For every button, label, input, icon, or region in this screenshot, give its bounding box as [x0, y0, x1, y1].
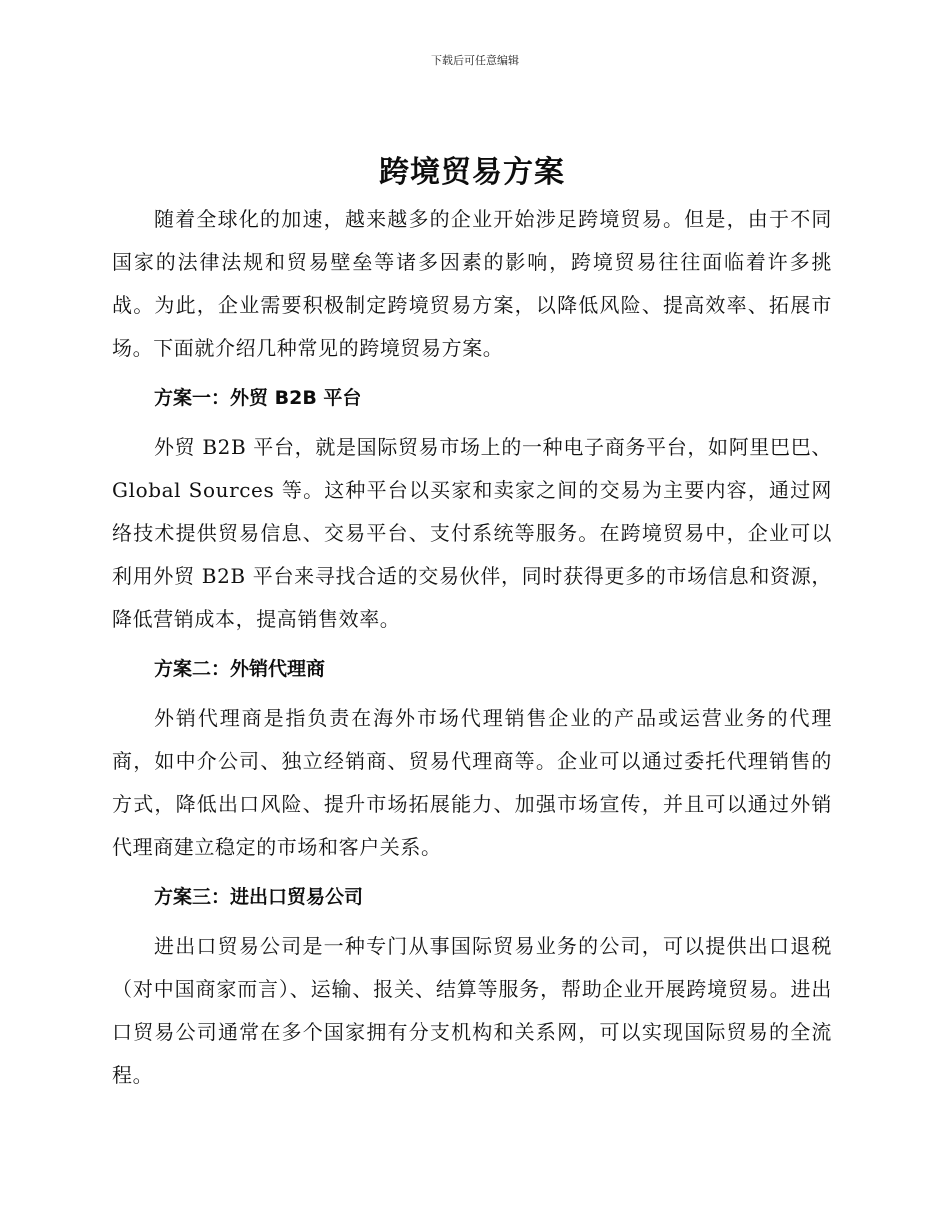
- section-heading-3: 方案三：进出口贸易公司: [154, 886, 364, 908]
- section-heading-1: 方案一：外贸 B2B 平台: [154, 387, 362, 409]
- document-title: 跨境贸易方案: [379, 155, 565, 190]
- section-paragraph-1: 外贸 B2B 平台，就是国际贸易市场上的一种电子商务平台，如阿里巴巴、Global Sources 等。这种平台以买家和卖家之间的交易为主要内容，通过网络技术提供贸易信息、交易平台、支付系统等服务。在跨境贸易中，企业可以利用外贸 B2B 平台来寻找合适的交易伙伴，同时获得更多的市场信息和资源，降低营销成本，提高销售效率。: [112, 435, 832, 631]
- page-header-note: 下载后可任意编辑: [431, 54, 519, 67]
- section-paragraph-3: 进出口贸易公司是一种专门从事国际贸易业务的公司，可以提供出口退税（对中国商家而言）、运输、报关、结算等服务，帮助企业开展跨境贸易。进出口贸易公司通常在多个国家拥有分支机构和关系网，可以实现国际贸易的全流程。: [112, 934, 832, 1087]
- section-heading-2: 方案二：外销代理商: [154, 658, 326, 680]
- document-body: [112, 150, 832, 1097]
- section-paragraph-2: 外销代理商是指负责在海外市场代理销售企业的产品或运营业务的代理商，如中介公司、独立经销商、贸易代理商等。企业可以通过委托代理销售的方式，降低出口风险、提升市场拓展能力、加强市场宣传，并且可以通过外销代理商建立稳定的市场和客户关系。: [112, 706, 832, 859]
- intro-paragraph: 随着全球化的加速，越来越多的企业开始涉足跨境贸易。但是，由于不同国家的法律法规和贸易壁垒等诸多因素的影响，跨境贸易往往面临着许多挑战。为此，企业需要积极制定跨境贸易方案，以降低风险、提高效率、拓展市场。下面就介绍几种常见的跨境贸易方案。: [112, 207, 832, 360]
